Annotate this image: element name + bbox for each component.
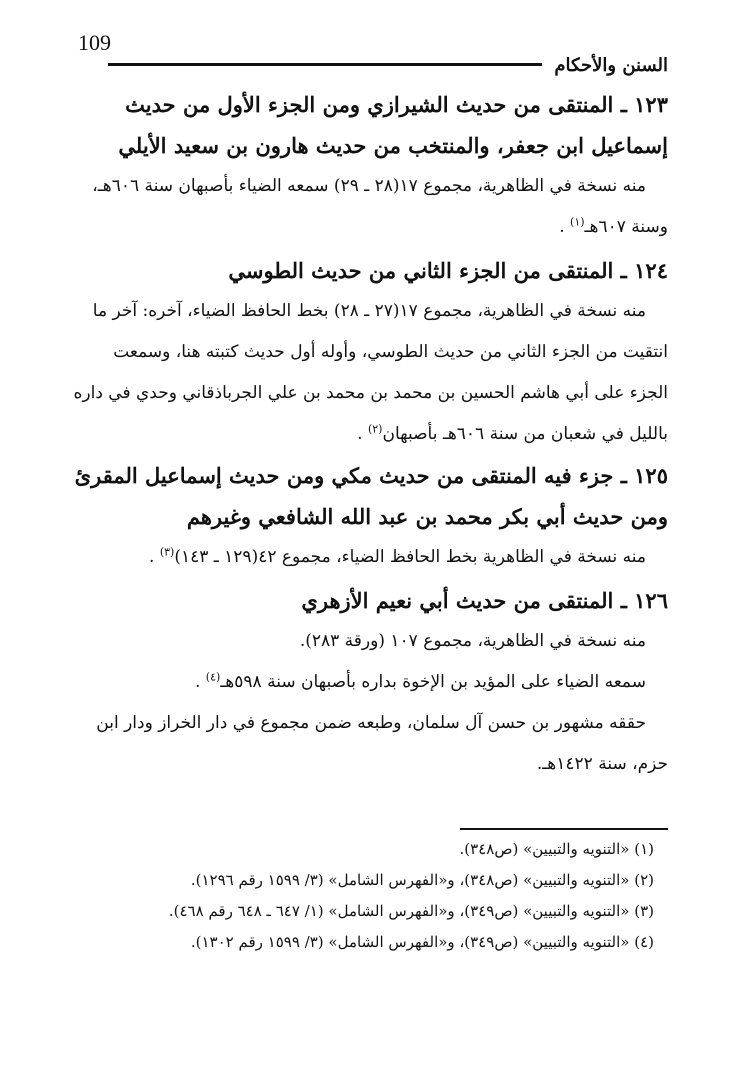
entry-paragraph bbox=[70, 166, 668, 248]
footnotes bbox=[70, 834, 668, 958]
footnote-4: (٤) «التنويه والتبيين» (ص٣٤٩)، و«الفهرس الشامل» (٣/ ١٥٩٩ رقم ١٣٠٢). bbox=[190, 933, 654, 951]
paragraph-text: منه نسخة في الظاهرية، مجموع ١٠٧ (ورقة ٢٨٣). bbox=[299, 631, 646, 651]
running-title: السنن والأحكام bbox=[554, 55, 668, 76]
running-header bbox=[108, 46, 668, 76]
footnote-3: (٣) «التنويه والتبيين» (ص٣٤٩)، و«الفهرس الشامل» (١/ ٦٤٧ ـ ٦٤٨ رقم ٤٦٨). bbox=[168, 902, 654, 920]
footnote-marker: (٤) bbox=[205, 670, 221, 684]
entry-heading-126: ١٢٦ ـ المنتقى من حديث أبي نعيم الأزهري bbox=[301, 588, 668, 613]
page-number: 109 bbox=[78, 30, 111, 55]
paragraph-text: منه نسخة في الظاهرية بخط الحافظ الضياء، مجموع ٤٢(١٢٩ ـ ١٤٣) bbox=[174, 547, 646, 567]
paragraph-tail: . bbox=[149, 547, 160, 567]
entry-paragraph bbox=[70, 621, 668, 662]
entry-heading-124: ١٢٤ ـ المنتقى من الجزء الثاني من حديث الطوسي bbox=[228, 258, 668, 283]
page-body bbox=[70, 84, 668, 785]
header-rule bbox=[108, 63, 542, 66]
entry-paragraph bbox=[70, 703, 668, 785]
paragraph-tail: . bbox=[357, 424, 368, 444]
footnote-2: (٢) «التنويه والتبيين» (ص٣٤٨)، و«الفهرس الشامل» (٣/ ١٥٩٩ رقم ١٢٩٦). bbox=[190, 871, 654, 889]
paragraph-text: منه نسخة في الظاهرية، مجموع ١٧(٢٧ ـ ٢٨) بخط الحافظ الضياء، آخره: آخر ما انتقيت من الجزء الثاني من حديث الطوسي، وأوله أول حديث كتبته هنا، وسمعت الجزء على أبي هاشم الحسين بن محمد بن محمد بن علي الجرباذقاني وحدي في داره بالليل في شعبان من سنة ٦٠٦هـ بأصبهان bbox=[73, 301, 668, 444]
entry-heading-123: ١٢٣ ـ المنتقى من حديث الشيرازي ومن الجزء الأول من حديث إسماعيل ابن جعفر، والمنتخب من حديث هارون بن سعيد الأيلي bbox=[118, 92, 668, 158]
footnote-separator bbox=[460, 828, 668, 830]
entry-paragraph bbox=[70, 291, 668, 455]
footnote-marker: (٣) bbox=[159, 545, 175, 559]
footnote-1: (١) «التنويه والتبيين» (ص٣٤٨). bbox=[459, 840, 654, 858]
paragraph-tail: . bbox=[559, 217, 571, 237]
footnote-marker: (٢) bbox=[367, 422, 383, 436]
entry-heading-125: ١٢٥ ـ جزء فيه المنتقى من حديث مكي ومن حديث إسماعيل المقرئ ومن حديث أبي بكر محمد بن عبد الله الشافعي وغيرهم bbox=[74, 463, 668, 529]
entry-paragraph bbox=[70, 537, 668, 578]
entry-paragraph bbox=[70, 662, 668, 703]
paragraph-text: حققه مشهور بن حسن آل سلمان، وطبعه ضمن مجموع في دار الخراز ودار ابن حزم، سنة ١٤٢٢هـ. bbox=[96, 713, 668, 774]
footnote-marker: (١) bbox=[570, 215, 585, 229]
paragraph-text: سمعه الضياء على المؤيد بن الإخوة بداره بأصبهان سنة ٥٩٨هـ bbox=[220, 672, 646, 692]
paragraph-text: منه نسخة في الظاهرية، مجموع ١٧(٢٨ ـ ٢٩) سمعه الضياء بأصبهان سنة ٦٠٦هـ، وسنة ٦٠٧هـ bbox=[92, 176, 668, 237]
paragraph-tail: . bbox=[194, 672, 206, 692]
